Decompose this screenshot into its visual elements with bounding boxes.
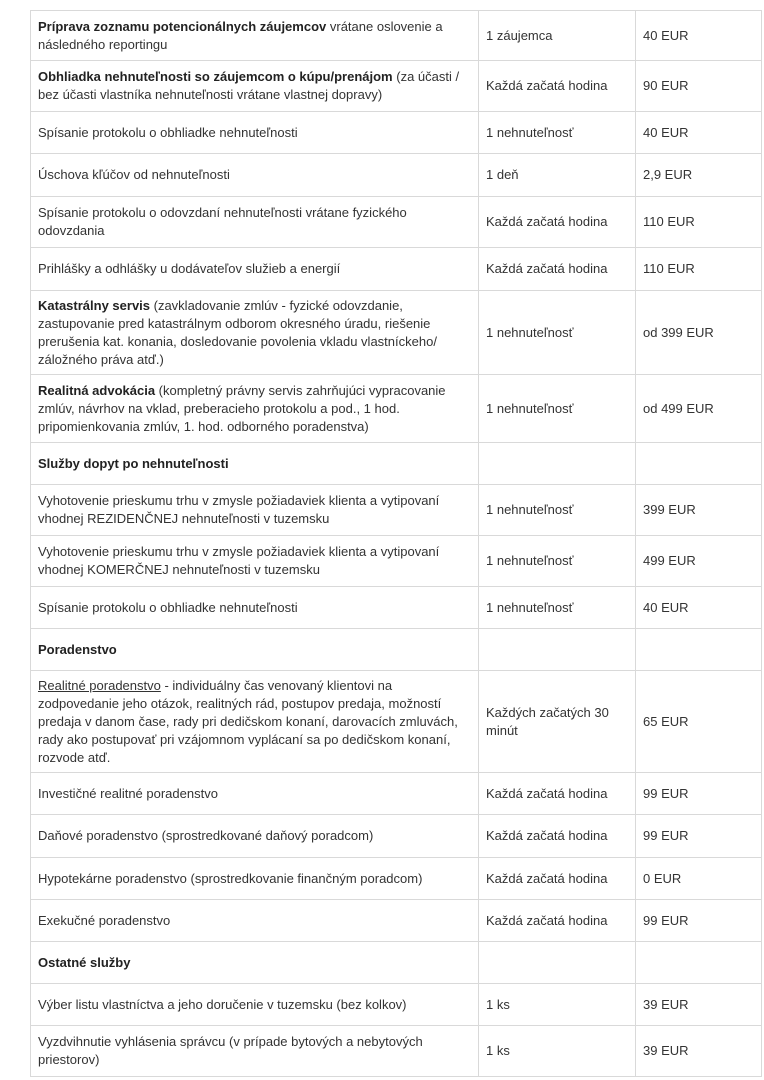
price-list-table: [30, 10, 762, 1077]
service-unit: 1 nehnuteľnosť: [479, 375, 636, 443]
section-empty-unit: [479, 443, 636, 485]
service-detail: Spísanie protokolu o obhliadke nehnuteľnosti: [38, 599, 298, 615]
service-description: [31, 587, 479, 629]
service-row: [31, 1026, 762, 1077]
service-description: [31, 197, 479, 248]
service-row: [31, 485, 762, 536]
service-description: [31, 112, 479, 154]
service-row: [31, 11, 762, 61]
service-detail: Vyzdvihnutie vyhlásenia správcu (v prípade bytových a nebytových priestorov): [38, 1034, 423, 1067]
service-description: [31, 671, 479, 773]
service-row: [31, 291, 762, 375]
service-price: 90 EUR: [636, 61, 762, 112]
price-list-body: [31, 11, 762, 1077]
service-price: 499 EUR: [636, 536, 762, 587]
service-price: 99 EUR: [636, 773, 762, 815]
service-link[interactable]: Realitné poradenstvo: [38, 677, 161, 693]
service-detail: Hypotekárne poradenstvo (sprostredkovanie finančným poradcom): [38, 870, 423, 886]
service-unit: Každá začatá hodina: [479, 197, 636, 248]
service-unit: Každá začatá hodina: [479, 61, 636, 112]
service-detail: Výber listu vlastníctva a jeho doručenie v tuzemsku (bez kolkov): [38, 996, 407, 1012]
service-unit: Každých začatých 30 minút: [479, 671, 636, 773]
section-header-row: [31, 942, 762, 984]
service-name: Príprava zoznamu potencionálnych záujemcov: [38, 18, 327, 34]
service-row: [31, 773, 762, 815]
service-unit: 1 nehnuteľnosť: [479, 536, 636, 587]
section-title: Poradenstvo: [31, 629, 479, 671]
service-price: 99 EUR: [636, 815, 762, 858]
service-row: [31, 984, 762, 1026]
section-title: Ostatné služby: [31, 942, 479, 984]
service-row: [31, 858, 762, 900]
service-row: [31, 587, 762, 629]
service-description: [31, 291, 479, 375]
service-price: 2,9 EUR: [636, 154, 762, 197]
service-detail: (zavkladovanie zmlúv - fyzické odovzdanie, zastupovanie pred katastrálnym odborom okresného úradu, riešenie prerušenia kat. konania, dosledovanie povolenia vkladu vlastníckeho/ záložného práva atď.): [38, 297, 437, 367]
service-detail: Úschova kľúčov od nehnuteľnosti: [38, 167, 230, 182]
service-price: 39 EUR: [636, 984, 762, 1026]
service-description: [31, 61, 479, 112]
service-detail: Prihlášky a odhlášky u dodávateľov služieb a energií: [38, 261, 341, 276]
service-description: [31, 375, 479, 443]
service-description: [31, 900, 479, 942]
section-empty-unit: [479, 942, 636, 984]
service-detail: Investičné realitné poradenstvo: [38, 785, 218, 801]
price-list-container: [30, 10, 761, 1077]
service-unit: Každá začatá hodina: [479, 815, 636, 858]
service-price: 110 EUR: [636, 248, 762, 291]
service-price: 0 EUR: [636, 858, 762, 900]
service-name: Katastrálny servis: [38, 297, 151, 313]
service-description: [31, 1026, 479, 1077]
service-description: [31, 984, 479, 1026]
service-detail: Exekučné poradenstvo: [38, 912, 171, 928]
service-price: 40 EUR: [636, 587, 762, 629]
service-unit: 1 deň: [479, 154, 636, 197]
service-detail: Daňové poradenstvo (sprostredkované daňový poradcom): [38, 828, 374, 843]
service-description: [31, 536, 479, 587]
service-detail: (za účasti / bez účasti vlastníka nehnuteľnosti vrátane vlastnej dopravy): [38, 69, 460, 102]
service-unit: 1 záujemca: [479, 11, 636, 61]
service-price: 399 EUR: [636, 485, 762, 536]
service-unit: 1 nehnuteľnosť: [479, 587, 636, 629]
service-detail: - individuálny čas venovaný klientovi na zodpovedanie jeho otázok, realitných rád, postupov predaja, možností predaja v danom čase, rady pri dedičskom konaní, darovacích zmluvách, rady ako postupovať pri vzájomnom vyplácaní sa po dedičskom konaní, rozvode atď.: [38, 677, 458, 765]
service-description: [31, 815, 479, 858]
service-description: [31, 773, 479, 815]
service-price: 40 EUR: [636, 11, 762, 61]
section-empty-price: [636, 443, 762, 485]
service-description: [31, 154, 479, 197]
service-price: 99 EUR: [636, 900, 762, 942]
service-row: [31, 197, 762, 248]
service-unit: 1 ks: [479, 984, 636, 1026]
service-row: [31, 154, 762, 197]
service-unit: Každá začatá hodina: [479, 773, 636, 815]
section-header-row: [31, 443, 762, 485]
service-row: [31, 112, 762, 154]
section-header-row: [31, 629, 762, 671]
service-name: Obhliadka nehnuteľnosti so záujemcom o kúpu/prenájom: [38, 69, 393, 84]
service-unit: 1 ks: [479, 1026, 636, 1077]
service-unit: 1 nehnuteľnosť: [479, 112, 636, 154]
service-row: [31, 815, 762, 858]
service-price: 39 EUR: [636, 1026, 762, 1077]
service-price: od 399 EUR: [636, 291, 762, 375]
service-price: 65 EUR: [636, 671, 762, 773]
service-unit: 1 nehnuteľnosť: [479, 291, 636, 375]
service-unit: 1 nehnuteľnosť: [479, 485, 636, 536]
service-row: [31, 61, 762, 112]
service-detail: Vyhotovenie prieskumu trhu v zmysle požiadaviek klienta a vytipovaní vhodnej KOMERČNEJ nehnuteľnosti v tuzemsku: [38, 544, 440, 577]
service-row: [31, 536, 762, 587]
service-detail: Spísanie protokolu o obhliadke nehnuteľnosti: [38, 124, 298, 140]
service-row: [31, 671, 762, 773]
service-unit: Každá začatá hodina: [479, 858, 636, 900]
service-unit: Každá začatá hodina: [479, 248, 636, 291]
service-unit: Každá začatá hodina: [479, 900, 636, 942]
service-row: [31, 900, 762, 942]
section-empty-price: [636, 629, 762, 671]
service-description: [31, 485, 479, 536]
service-detail: Spísanie protokolu o odovzdaní nehnuteľnosti vrátane fyzického odovzdania: [38, 205, 407, 238]
section-title: Služby dopyt po nehnuteľnosti: [31, 443, 479, 485]
service-description: [31, 11, 479, 61]
service-detail: Vyhotovenie prieskumu trhu v zmysle požiadaviek klienta a vytipovaní vhodnej REZIDENČNEJ nehnuteľnosti v tuzemsku: [38, 493, 440, 526]
service-detail: (kompletný právny servis zahrňujúci vypracovanie zmlúv, návrhov na vklad, preberacieho protokolu a pod., 1 hod. pripomienkovania zmlúv, 1. hod. odborného poradenstva): [38, 382, 446, 434]
service-description: [31, 858, 479, 900]
service-price: 110 EUR: [636, 197, 762, 248]
section-empty-unit: [479, 629, 636, 671]
service-price: 40 EUR: [636, 112, 762, 154]
service-name: Realitná advokácia: [38, 382, 156, 398]
service-price: od 499 EUR: [636, 375, 762, 443]
service-row: [31, 375, 762, 443]
section-empty-price: [636, 942, 762, 984]
service-row: [31, 248, 762, 291]
service-description: [31, 248, 479, 291]
service-detail: vrátane oslovenie a následného reportingu: [38, 18, 443, 52]
